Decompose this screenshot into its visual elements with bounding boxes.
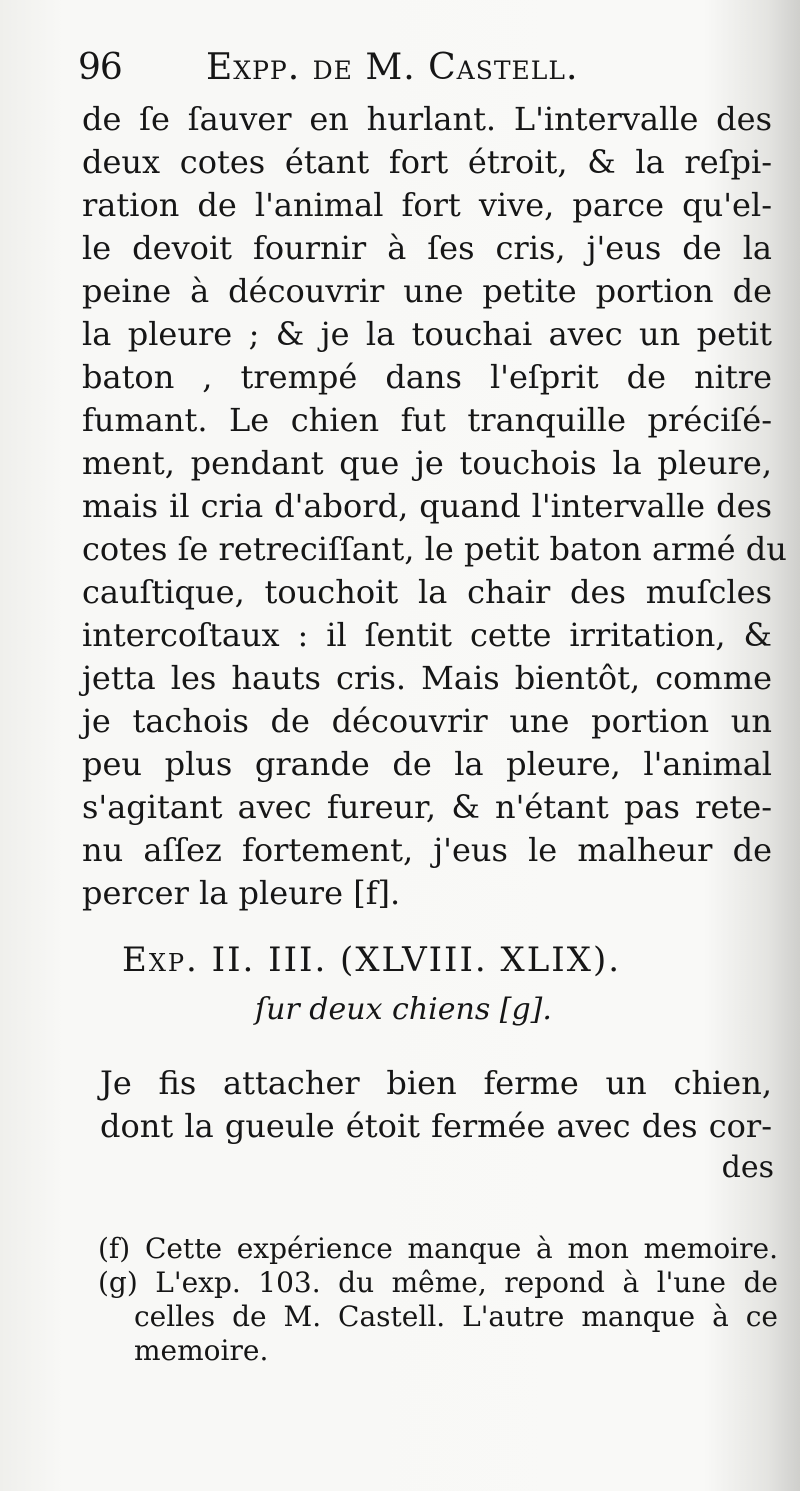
text-line: cauſtique, touchoit la chair des muſcles	[82, 573, 772, 611]
text-line: peu plus grande de la pleure, l'animal	[82, 745, 772, 783]
text-line: le devoit fournir à ſes cris, j'eus de la	[82, 229, 772, 267]
section-subheading: ſur deux chiens [g].	[255, 992, 552, 1027]
footnotes	[98, 1232, 778, 1368]
text-line: de ſe ſauver en hurlant. L'intervalle des	[82, 100, 772, 138]
running-title: Expp. de M. Castell.	[206, 47, 579, 88]
text-line: baton , trempé dans l'eſprit de nitre	[82, 358, 772, 396]
text-line: ment, pendant que je touchois la pleure,	[82, 444, 772, 482]
text-line: mais il cria d'abord, quand l'intervalle des	[82, 487, 772, 525]
text-line: ration de l'animal fort vive, parce qu'el-	[82, 186, 772, 224]
text-line: la pleure ; & je la touchai avec un petit	[82, 315, 772, 353]
second-paragraph	[100, 1062, 772, 1148]
text-line: cotes ſe retreciſſant, le petit baton armé du	[82, 530, 787, 568]
text-line: deux cotes étant fort étroit, & la reſpi-	[82, 143, 772, 181]
footnote-line: celles de M. Castell. L'autre manque à ce	[134, 1300, 778, 1333]
text-line: nu aſſez fortement, j'eus le malheur de	[82, 831, 772, 869]
text-line: intercoſtaux : il ſentit cette irritation, &	[82, 616, 772, 654]
text-line: je tachois de découvrir une portion un	[82, 702, 772, 740]
section-heading: Exp. II. III. (XLVIII. XLIX).	[122, 940, 622, 980]
text-line: jetta les hauts cris. Mais bientôt, comme	[82, 659, 772, 697]
footnote-line: memoire.	[134, 1334, 269, 1367]
catchword: des	[721, 1150, 774, 1185]
text-line: fumant. Le chien fut tranquille préciſé-	[82, 401, 772, 439]
page-number: 96	[78, 47, 122, 88]
page-header	[78, 42, 778, 94]
main-paragraph	[82, 98, 787, 915]
text-line: dont la gueule étoit fermée avec des cor-	[100, 1107, 772, 1145]
text-line: percer la pleure [f].	[82, 874, 401, 912]
footnote-line: (f) Cette expérience manque à mon memoire.	[98, 1232, 778, 1265]
text-line: Je fis attacher bien ferme un chien,	[100, 1064, 772, 1102]
footnote-line: (g) L'exp. 103. du même, repond à l'une de	[98, 1266, 778, 1299]
text-line: peine à découvrir une petite portion de	[82, 272, 772, 310]
text-line: s'agitant avec fureur, & n'étant pas rete-	[82, 788, 772, 826]
